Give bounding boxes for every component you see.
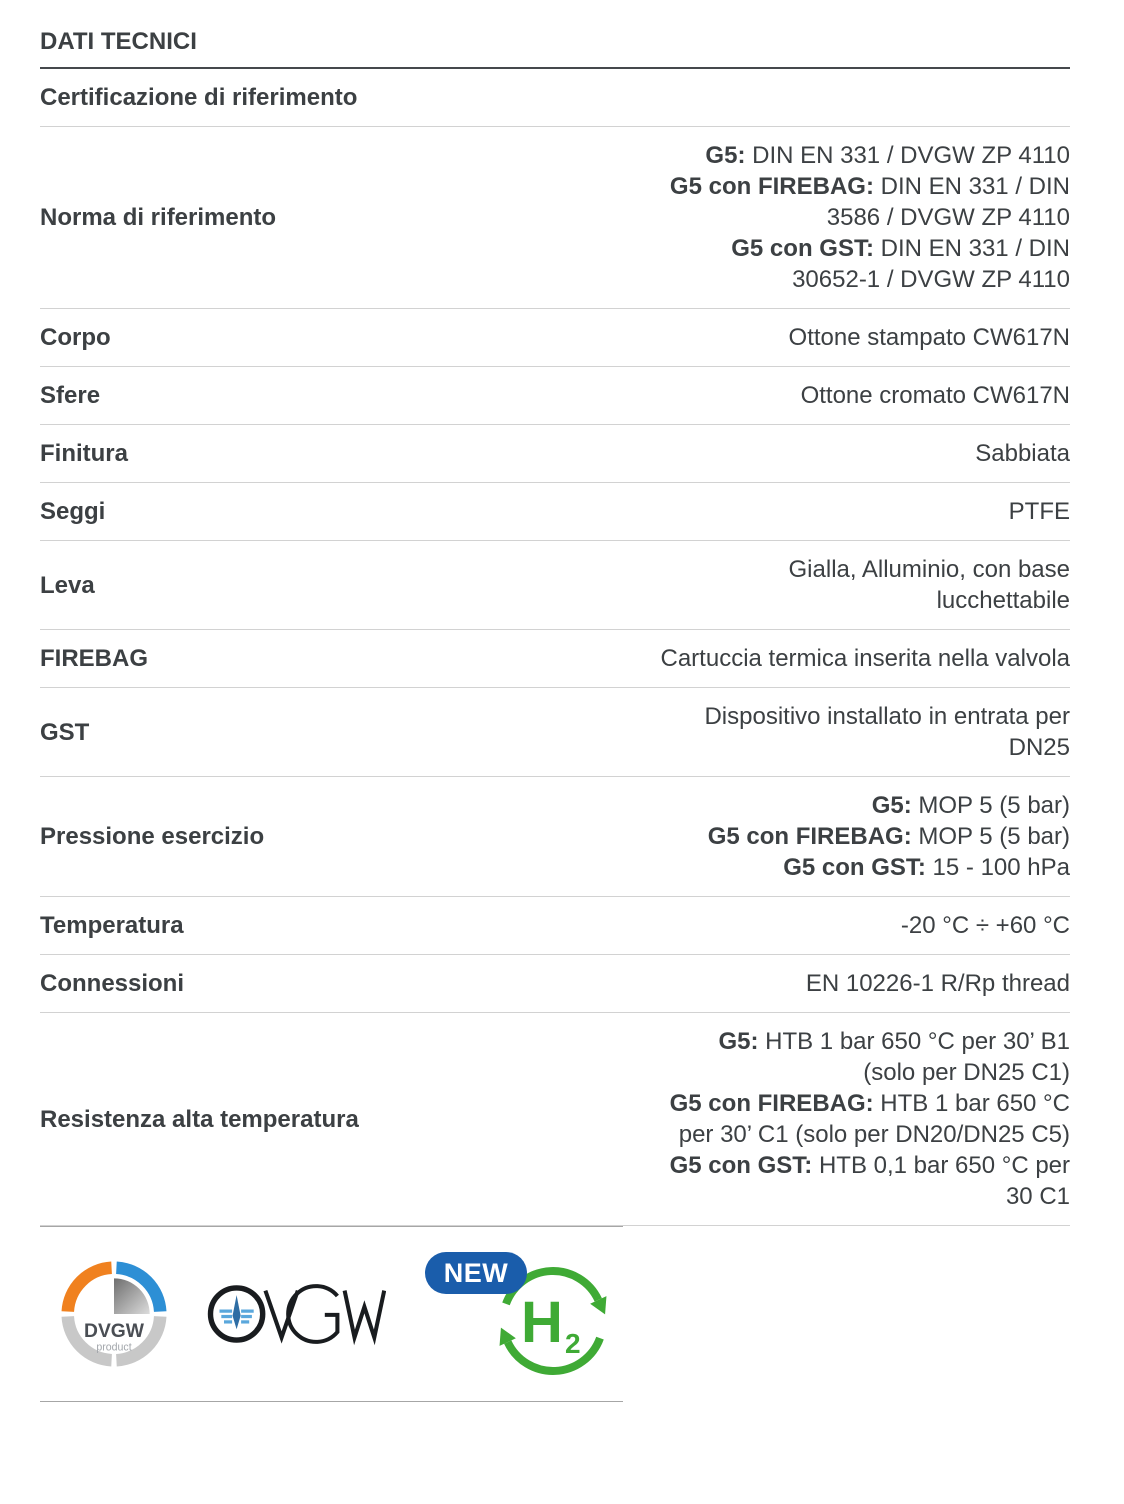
row-value — [660, 643, 1070, 674]
tech-table — [40, 127, 1070, 1226]
row-value — [660, 910, 1070, 941]
row-value — [660, 1026, 1070, 1212]
row-label: Resistenza alta temperatura — [40, 1105, 359, 1133]
row-value — [660, 554, 1070, 616]
row-value-entry: PTFE — [1008, 498, 1070, 525]
dvgw-logo-sublabel: product — [96, 1341, 132, 1354]
new-badge-label: NEW — [443, 1258, 509, 1288]
row-value-entry: G5 con FIREBAG: MOP 5 (5 bar) — [707, 823, 1070, 850]
row-label: Pressione esercizio — [40, 823, 265, 850]
ovgw-logo-icon — [206, 1276, 386, 1352]
row-value — [660, 496, 1070, 527]
dvgw-logo-label: DVGW — [84, 1321, 144, 1343]
row-value — [660, 968, 1070, 999]
table-row — [40, 897, 1070, 955]
row-label: Seggi — [40, 498, 106, 525]
h2-recycle-icon — [424, 1239, 616, 1389]
row-label: Corpo — [40, 324, 111, 351]
row-label: Leva — [40, 571, 95, 599]
row-value-entry: G5 con FIREBAG: HTB 1 bar 650 °C per 30’ C1 (solo per DN20/DN25 C5) — [669, 1090, 1070, 1148]
table-row — [40, 955, 1070, 1013]
h2-subscript: 2 — [565, 1328, 581, 1359]
row-value-entry: G5: HTB 1 bar 650 °C per 30’ B1 (solo per DN25 C1) — [718, 1028, 1070, 1086]
row-value-entry: G5 con GST: DIN EN 331 / DIN 30652-1 / DVGW ZP 4110 — [731, 235, 1070, 293]
row-value-entry: G5 con FIREBAG: DIN EN 331 / DIN 3586 / DVGW ZP 4110 — [669, 173, 1070, 231]
row-value-entry: EN 10226-1 R/Rp thread — [805, 970, 1070, 997]
table-row — [40, 688, 1070, 777]
table-row — [40, 777, 1070, 897]
row-label: Sfere — [40, 382, 101, 409]
section-header: Certificazione di riferimento — [40, 69, 1070, 127]
row-value-entry: G5 con GST: 15 - 100 hPa — [783, 854, 1070, 881]
table-row — [40, 367, 1070, 425]
row-value-entry: Gialla, Alluminio, con base lucchettabile — [788, 556, 1070, 614]
table-row — [40, 127, 1070, 309]
row-label: Finitura — [40, 440, 128, 467]
row-label: GST — [40, 718, 90, 746]
row-value — [660, 790, 1070, 883]
h2-symbol: H — [521, 1290, 563, 1355]
row-value-entry: G5: DIN EN 331 / DVGW ZP 4110 — [705, 142, 1070, 169]
table-row — [40, 630, 1070, 688]
title-block — [40, 28, 1070, 69]
row-label: FIREBAG — [40, 645, 148, 672]
row-label: Connessioni — [40, 970, 185, 997]
row-value-entry: G5: MOP 5 (5 bar) — [871, 792, 1070, 819]
row-value-entry: Ottone stampato CW617N — [788, 324, 1070, 351]
row-value-entry: Cartuccia termica inserita nella valvola — [660, 645, 1070, 672]
row-value — [660, 322, 1070, 353]
row-label: Norma di riferimento — [40, 204, 277, 231]
row-value-entry: Dispositivo installato in entrata per DN25 — [704, 703, 1070, 761]
table-row — [40, 483, 1070, 541]
certification-logo-strip — [40, 1226, 623, 1402]
table-row — [40, 425, 1070, 483]
table-row — [40, 1013, 1070, 1226]
row-value — [660, 701, 1070, 763]
row-value-entry: Ottone cromato CW617N — [800, 382, 1070, 409]
page-title: DATI TECNICI — [40, 28, 197, 55]
row-value — [660, 438, 1070, 469]
row-value-entry: -20 °C ÷ +60 °C — [900, 912, 1070, 939]
row-label: Temperatura — [40, 912, 184, 939]
table-row — [40, 309, 1070, 367]
row-value — [660, 140, 1070, 295]
dvgw-product-logo-icon — [60, 1260, 168, 1368]
table-row — [40, 541, 1070, 630]
row-value-entry: G5 con GST: HTB 0,1 bar 650 °C per 30 C1 — [669, 1152, 1070, 1210]
row-value — [660, 380, 1070, 411]
row-value-entry: Sabbiata — [975, 440, 1070, 467]
